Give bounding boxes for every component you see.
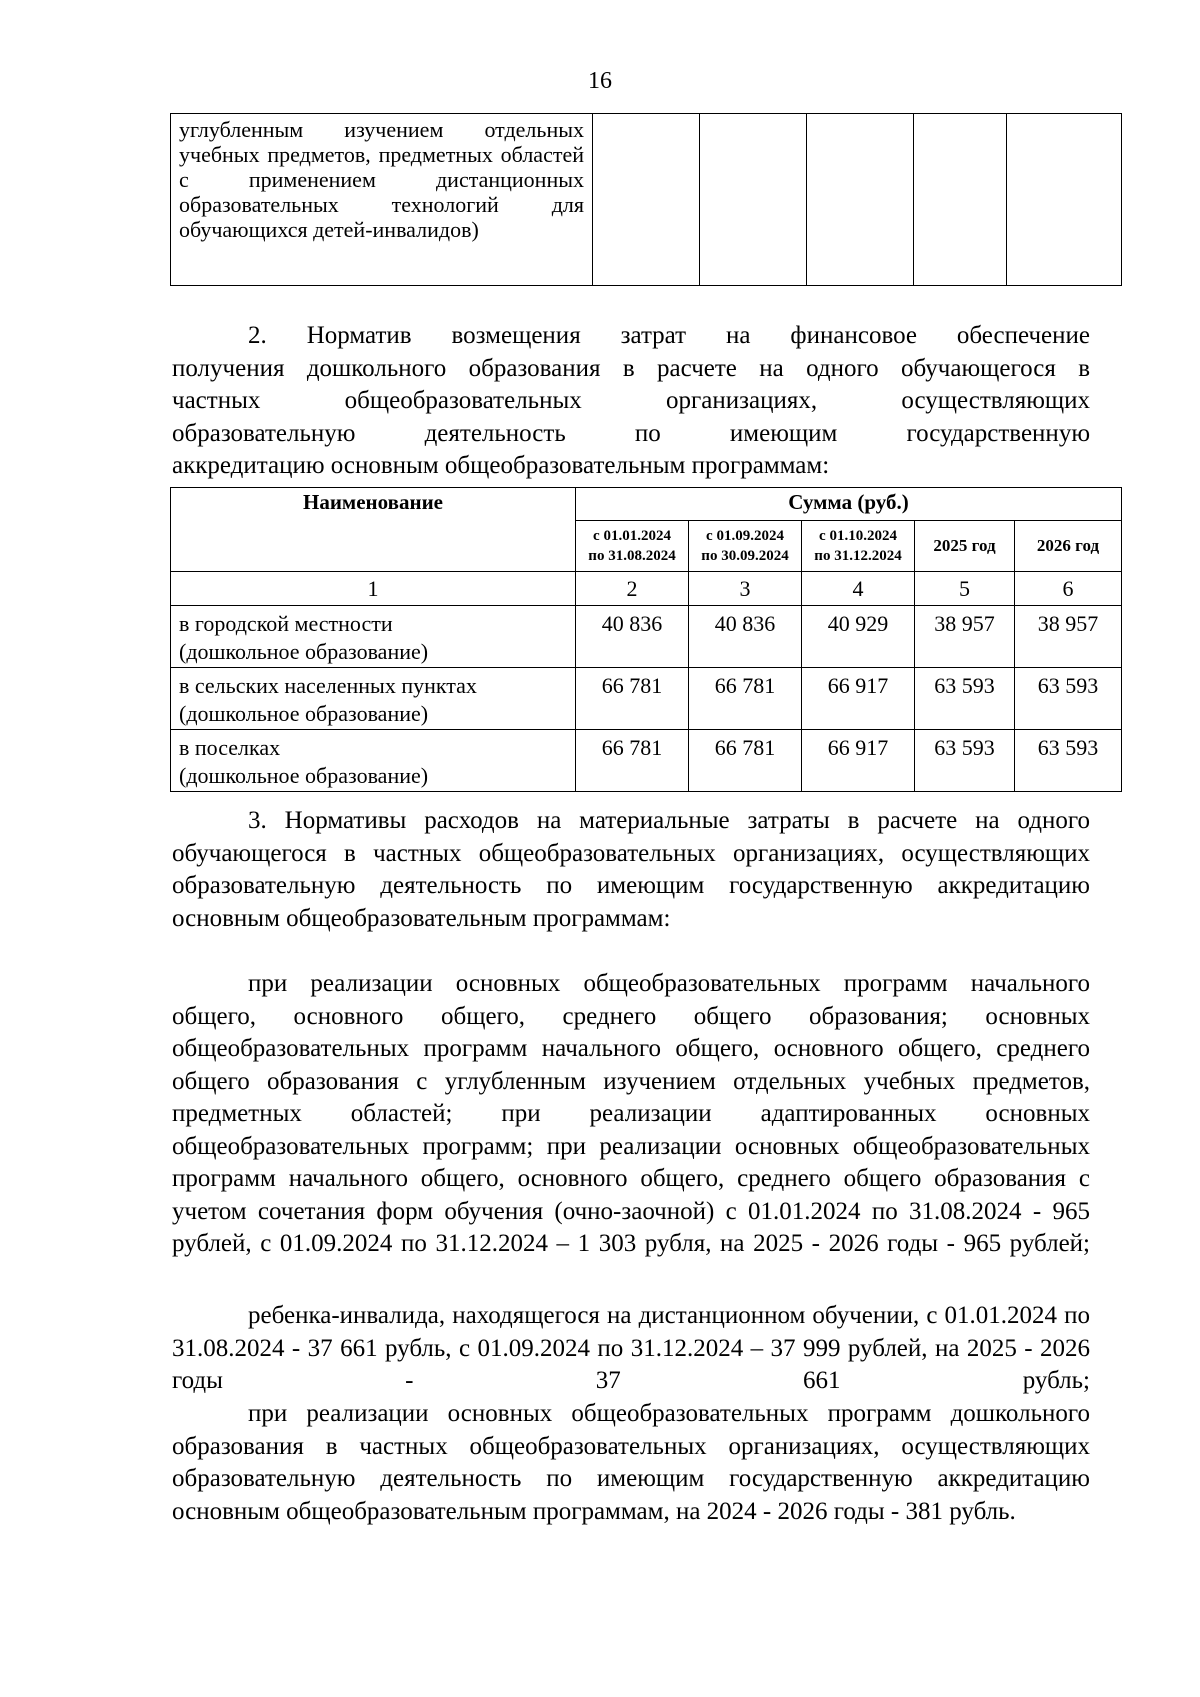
normative-table <box>170 487 1122 792</box>
column-number: 3 <box>689 572 802 606</box>
column-number: 5 <box>915 572 1015 606</box>
header-year: 2025 год <box>915 521 1015 572</box>
row-value: 66 781 <box>689 668 802 730</box>
section-2-heading <box>172 320 1090 483</box>
header-period: с 01.01.2024 по 31.08.2024 <box>576 521 689 572</box>
column-number: 1 <box>171 572 576 606</box>
table-cell-description: углубленным изучением отдельных учебных предметов, предметных областей с применением дистанционных образовательных технологий для обучающихся детей-инвалидов) <box>171 114 593 286</box>
row-value: 40 836 <box>689 606 802 668</box>
row-value: 38 957 <box>915 606 1015 668</box>
header-period: с 01.10.2024 по 31.12.2024 <box>802 521 915 572</box>
table-header-row <box>171 488 1122 521</box>
column-number: 4 <box>802 572 915 606</box>
table-row <box>171 668 1122 730</box>
continued-table <box>170 113 1122 286</box>
table-cell-empty <box>807 114 914 286</box>
row-value: 66 781 <box>689 730 802 792</box>
header-period: с 01.09.2024 по 30.09.2024 <box>689 521 802 572</box>
text-line: аккредитацию основным общеобразовательным программам: <box>172 452 830 479</box>
row-value: 63 593 <box>1015 668 1122 730</box>
row-value: 63 593 <box>915 668 1015 730</box>
row-value: 63 593 <box>1015 730 1122 792</box>
row-value: 66 917 <box>802 730 915 792</box>
page-number: 16 <box>588 68 612 94</box>
section-3-paragraph-2: ребенка-инвалида, находящегося на дистанционном обучении, с 01.01.2024 по 31.08.2024 - 37 661 рубль, с 01.09.2024 по 31.12.2024 – 37 999 рублей, на 2025 - 2026 годы - 37 661 рубль; <box>172 1302 1090 1394</box>
table-cell-empty <box>1007 114 1122 286</box>
row-value: 66 781 <box>576 668 689 730</box>
column-number-row <box>171 572 1122 606</box>
table-cell-empty <box>593 114 700 286</box>
text-line: образовательную деятельность по имеющим государственную <box>172 419 1090 447</box>
table-cell-empty <box>914 114 1007 286</box>
row-label: в сельских населенных пунктах (дошкольное образование) <box>171 668 576 730</box>
section-3-intro: 3. Нормативы расходов на материальные затраты в расчете на одного обучающегося в частных общеобразовательных организациях, осуществляющих образовательную деятельность по имеющим государственную аккредитацию основным общеобразовательным программам: <box>172 807 1090 932</box>
text-line: частных общеобразовательных организациях, осуществляющих <box>172 387 1090 414</box>
section-3-paragraph-1: при реализации основных общеобразовательных программ начального общего, основного общего, среднего общего образования; основных общеобразовательных программ начального общего, основного общего, среднего общего образования с углубленным изучением отдельных учебных предметов, предметных областей; при реализации адаптированных основных общеобразовательных программ; при реализации основных общеобразовательных программ начального общего, основного общего, среднего общего образования с учетом сочетания форм обучения (очно-заочной) с 01.01.2024 по 31.08.2024 - 965 рублей, с 01.09.2024 по 31.12.2024 – 1 303 рубля, на 2025 - 2026 годы - 965 рублей; <box>172 970 1090 1257</box>
row-value: 63 593 <box>915 730 1015 792</box>
column-number: 6 <box>1015 572 1122 606</box>
table-cell-empty <box>700 114 807 286</box>
header-year: 2026 год <box>1015 521 1122 572</box>
row-value: 40 836 <box>576 606 689 668</box>
table-row <box>171 730 1122 792</box>
table-row <box>171 606 1122 668</box>
column-number: 2 <box>576 572 689 606</box>
header-name: Наименование <box>171 488 576 572</box>
section-3-paragraph-3: при реализации основных общеобразовательных программ дошкольного образования в частных общеобразовательных организациях, осуществляющих образовательную деятельность по имеющим государственную аккредитацию основным общеобразовательным программам, на 2024 - 2026 годы - 381 рубль. <box>172 1400 1090 1525</box>
row-value: 66 781 <box>576 730 689 792</box>
table-row <box>171 114 1122 286</box>
row-label: в городской местности (дошкольное образование) <box>171 606 576 668</box>
header-sum: Сумма (руб.) <box>576 488 1122 521</box>
row-value: 40 929 <box>802 606 915 668</box>
text-line: получения дошкольного образования в расчете на одного обучающегося в <box>172 354 1090 382</box>
row-value: 66 917 <box>802 668 915 730</box>
text-line: 2. Норматив возмещения затрат на финансовое обеспечение <box>248 322 1090 349</box>
row-label: в поселках (дошкольное образование) <box>171 730 576 792</box>
row-value: 38 957 <box>1015 606 1122 668</box>
